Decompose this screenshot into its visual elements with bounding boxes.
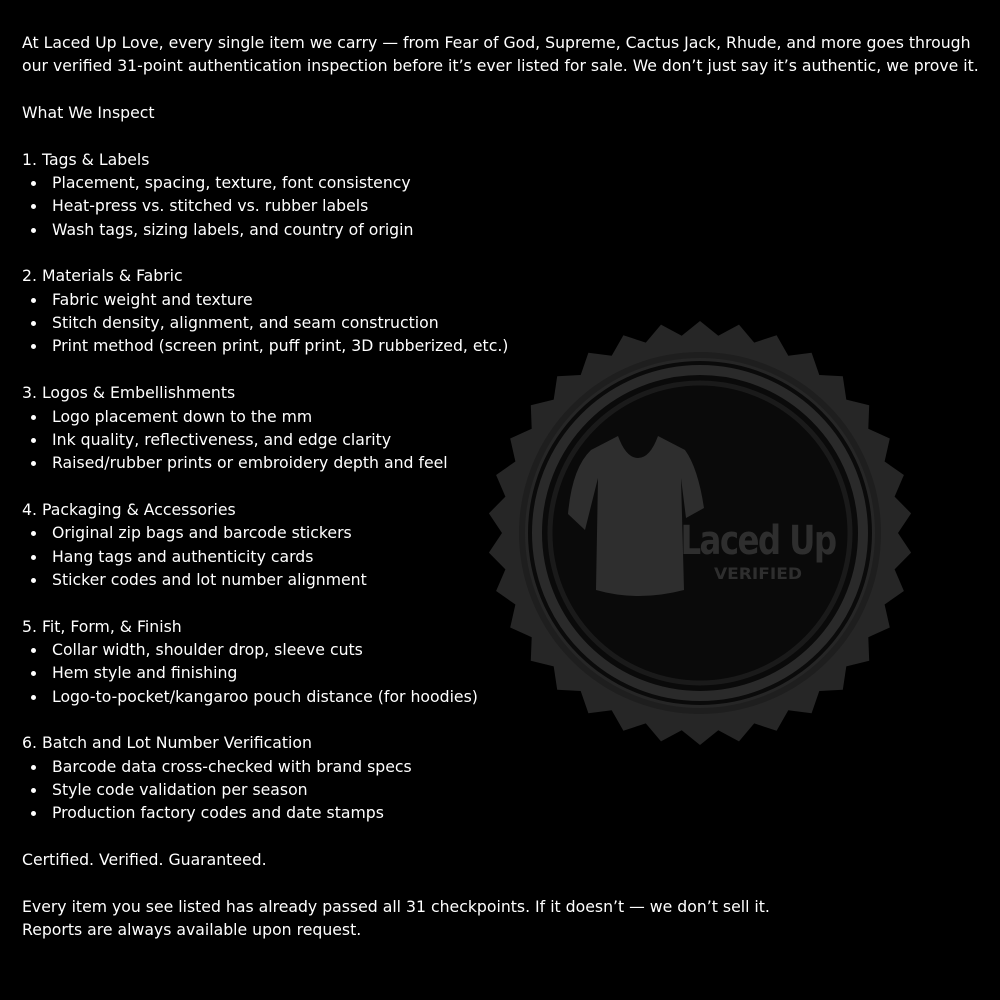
checklist — [22, 755, 997, 825]
section-logos-embellishments — [22, 381, 997, 474]
list-item: Style code validation per season — [22, 778, 997, 801]
list-item: Hang tags and authenticity cards — [22, 545, 997, 568]
section-title: 1. Tags & Labels — [22, 149, 150, 169]
checklist — [22, 405, 997, 475]
list-item: Ink quality, reflectiveness, and edge clarity — [22, 428, 997, 451]
list-item: Heat-press vs. stitched vs. rubber labels — [22, 194, 997, 217]
seal-brand-text: Laced Up — [680, 518, 836, 564]
closing-line-2: Reports are always available upon request. — [22, 920, 362, 940]
list-item: Production factory codes and date stamps — [22, 801, 997, 824]
list-item: Original zip bags and barcode stickers — [22, 521, 997, 544]
intro-line-2: our verified 31-point authentication inspection before it’s ever listed for sale. We don’t just say it’s authentic, we prove it. — [22, 56, 979, 76]
list-item: Logo placement down to the mm — [22, 405, 997, 428]
list-item: Sticker codes and lot number alignment — [22, 568, 997, 591]
list-item: Barcode data cross-checked with brand specs — [22, 755, 997, 778]
inspect-heading: What We Inspect — [22, 103, 155, 123]
list-item: Hem style and finishing — [22, 661, 997, 684]
intro-line-1: At Laced Up Love, every single item we carry — from Fear of God, Supreme, Cactus Jack, Rhude, and more goes through — [22, 33, 971, 52]
section-title: 4. Packaging & Accessories — [22, 499, 236, 519]
list-item: Fabric weight and texture — [22, 288, 997, 311]
section-packaging-accessories — [22, 498, 997, 591]
list-item: Logo-to-pocket/kangaroo pouch distance (for hoodies) — [22, 685, 997, 708]
checklist — [22, 171, 997, 241]
list-item: Wash tags, sizing labels, and country of origin — [22, 218, 997, 241]
list-item: Raised/rubber prints or embroidery depth and feel — [22, 451, 997, 474]
checklist — [22, 288, 997, 358]
section-title: 2. Materials & Fabric — [22, 266, 183, 286]
section-batch-lot-verification — [22, 731, 997, 824]
list-item: Placement, spacing, texture, font consistency — [22, 171, 997, 194]
section-title: 6. Batch and Lot Number Verification — [22, 733, 312, 753]
closing-line-1: Every item you see listed has already passed all 31 checkpoints. If it doesn’t — we don’t sell it. — [22, 896, 770, 916]
section-title: 5. Fit, Form, & Finish — [22, 616, 182, 636]
section-materials-fabric — [22, 264, 997, 357]
seal-verified-text: VERIFIED — [714, 564, 802, 583]
list-item: Collar width, shoulder drop, sleeve cuts — [22, 638, 997, 661]
section-title: 3. Logos & Embellishments — [22, 383, 236, 403]
list-item: Stitch density, alignment, and seam construction — [22, 311, 997, 334]
list-item: Print method (screen print, puff print, 3D rubberized, etc.) — [22, 334, 997, 357]
section-tags-labels — [22, 148, 997, 241]
tagline: Certified. Verified. Guaranteed. — [22, 850, 267, 870]
checklist — [22, 638, 997, 708]
section-fit-form-finish — [22, 615, 997, 708]
checklist — [22, 521, 997, 591]
authentication-description — [22, 31, 997, 941]
